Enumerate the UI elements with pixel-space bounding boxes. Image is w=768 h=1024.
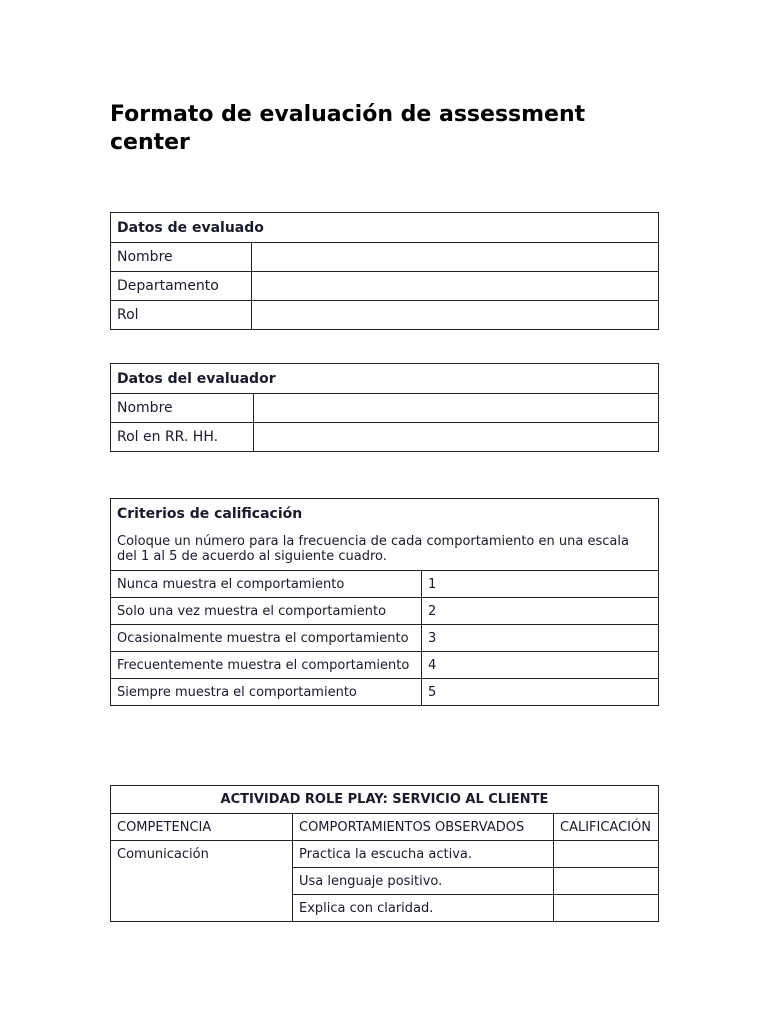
table-row: [111, 598, 659, 625]
evaluado-table: [110, 212, 659, 330]
evaluado-heading: Datos de evaluado: [111, 213, 659, 243]
table-header-row: [111, 814, 659, 841]
competencia-cell: Comunicación: [111, 841, 293, 922]
actividad-title: ACTIVIDAD ROLE PLAY: SERVICIO AL CLIENTE: [111, 786, 659, 814]
actividad-table: [110, 785, 659, 922]
criterio-value: 4: [422, 652, 659, 679]
criterio-label: Ocasionalmente muestra el comportamiento: [111, 625, 422, 652]
table-row: [111, 423, 659, 452]
table-row: [111, 841, 659, 868]
evaluador-nombre-field[interactable]: [254, 394, 659, 423]
table-row: [111, 571, 659, 598]
evaluador-nombre-label: Nombre: [111, 394, 254, 423]
criterio-label: Nunca muestra el comportamiento: [111, 571, 422, 598]
table-row: [111, 679, 659, 706]
table-row: [111, 625, 659, 652]
criterio-label: Siempre muestra el comportamiento: [111, 679, 422, 706]
criterio-label: Frecuentemente muestra el comportamiento: [111, 652, 422, 679]
criterio-value: 5: [422, 679, 659, 706]
criterios-table: [110, 498, 659, 706]
evaluador-rol-label: Rol en RR. HH.: [111, 423, 254, 452]
criterios-header-cell: [111, 499, 659, 571]
column-header-comportamientos: COMPORTAMIENTOS OBSERVADOS: [293, 814, 554, 841]
evaluado-nombre-field[interactable]: [252, 243, 659, 272]
criterio-value: 3: [422, 625, 659, 652]
criterios-description: Coloque un número para la frecuencia de cada comportamiento en una escala del 1 al 5 de acuerdo al siguiente cuadro.: [117, 534, 629, 564]
table-row: [111, 301, 659, 330]
behavior-score-field[interactable]: [554, 895, 659, 922]
criterio-value: 1: [422, 571, 659, 598]
table-row: [111, 243, 659, 272]
table-row: [111, 394, 659, 423]
evaluado-departamento-field[interactable]: [252, 272, 659, 301]
evaluado-nombre-label: Nombre: [111, 243, 252, 272]
criterio-label: Solo una vez muestra el comportamiento: [111, 598, 422, 625]
evaluador-table: [110, 363, 659, 452]
evaluador-heading: Datos del evaluador: [111, 364, 659, 394]
behavior-text: Explica con claridad.: [293, 895, 554, 922]
behavior-text: Practica la escucha activa.: [293, 841, 554, 868]
evaluado-departamento-label: Departamento: [111, 272, 252, 301]
evaluador-rol-field[interactable]: [254, 423, 659, 452]
behavior-score-field[interactable]: [554, 868, 659, 895]
criterios-heading: Criterios de calificación: [117, 506, 303, 522]
evaluado-rol-label: Rol: [111, 301, 252, 330]
table-row: [111, 652, 659, 679]
evaluado-rol-field[interactable]: [252, 301, 659, 330]
column-header-calificacion: CALIFICACIÓN: [554, 814, 659, 841]
column-header-competencia: COMPETENCIA: [111, 814, 293, 841]
table-row: [111, 272, 659, 301]
document-title: Formato de evaluación de assessment center: [110, 102, 586, 155]
behavior-score-field[interactable]: [554, 841, 659, 868]
behavior-text: Usa lenguaje positivo.: [293, 868, 554, 895]
criterio-value: 2: [422, 598, 659, 625]
